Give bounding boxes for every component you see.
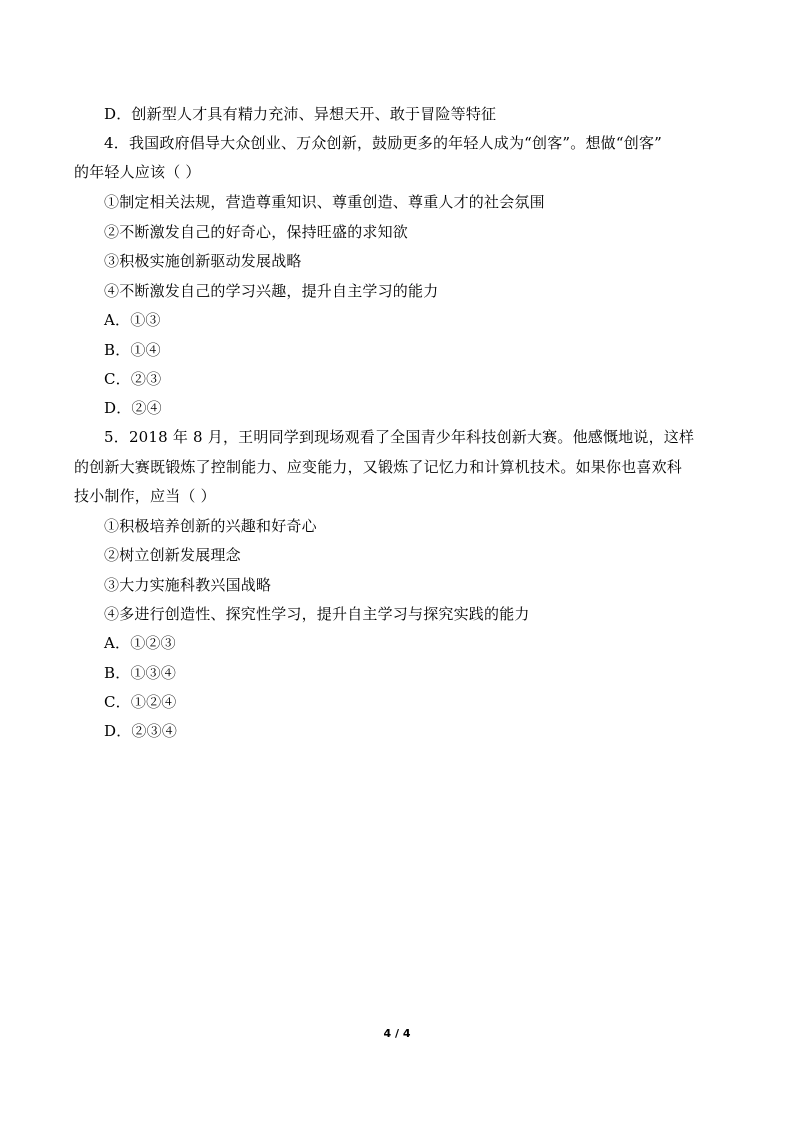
q5-option-d: D．②③④ [104, 722, 178, 740]
q4-statement-2: ②不断激发自己的好奇心，保持旺盛的求知欲 [104, 223, 409, 241]
q4-stem-line-2: 的年轻人应该（ ） [74, 163, 201, 181]
q4-option-b: B．①④ [104, 341, 161, 359]
q4-statement-1: ①制定相关法规，营造尊重知识、尊重创造、尊重人才的社会氛围 [104, 193, 545, 211]
page-number: 4 / 4 [383, 1027, 411, 1040]
q5-option-b: B．①③④ [104, 664, 177, 682]
q4-option-d: D．②④ [104, 399, 162, 417]
q4-option-c: C．②③ [104, 370, 162, 388]
q4-statement-4: ④不断激发自己的学习兴趣，提升自主学习的能力 [104, 282, 439, 300]
q5-statement-2: ②树立创新发展理念 [104, 546, 241, 564]
q3-option-d: D．创新型人才具有精力充沛、异想天开、敢于冒险等特征 [104, 105, 497, 123]
q5-statement-4: ④多进行创造性、探究性学习，提升自主学习与探究实践的能力 [104, 605, 530, 623]
q5-statement-1: ①积极培养创新的兴趣和好奇心 [104, 517, 317, 535]
q4-statement-3: ③积极实施创新驱动发展战略 [104, 252, 302, 270]
q5-stem-line-2: 的创新大赛既锻炼了控制能力、应变能力，又锻炼了记忆力和计算机技术。如果你也喜欢科 [74, 458, 683, 476]
q5-option-a: A．①②③ [104, 634, 176, 652]
q5-option-c: C．①②④ [104, 693, 177, 711]
q4-option-a: A．①③ [104, 311, 161, 329]
q4-stem-line-1: 4．我国政府倡导大众创业、万众创新，鼓励更多的年轻人成为“创客”。想做“创客” [104, 134, 663, 152]
q5-statement-3: ③大力实施科教兴国战略 [104, 576, 272, 594]
q5-stem-line-3: 技小制作，应当（ ） [74, 487, 216, 505]
q5-stem-line-1: 5．2018 年 8 月，王明同学到现场观看了全国青少年科技创新大赛。他感慨地说，这样 [104, 428, 695, 446]
